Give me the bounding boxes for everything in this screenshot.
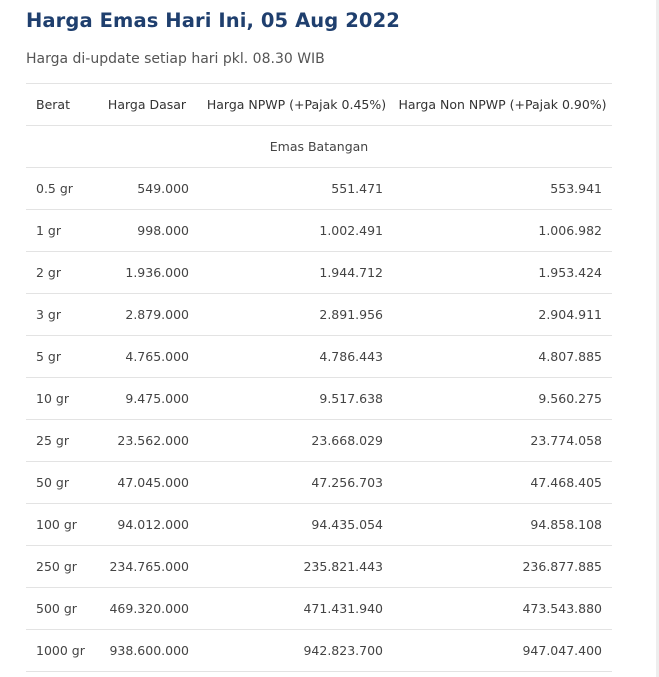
- cell-base-price: 4.765.000: [94, 336, 200, 378]
- cell-npwp-price: 1.002.491: [200, 210, 393, 252]
- cell-npwp-price: 942.823.700: [200, 630, 393, 672]
- cell-base-price: 234.765.000: [94, 546, 200, 588]
- cell-npwp-price: 471.431.940: [200, 588, 393, 630]
- cell-weight: 50 gr: [26, 462, 94, 504]
- cell-npwp-price: 2.891.956: [200, 294, 393, 336]
- cell-weight: 25 gr: [26, 420, 94, 462]
- table-header-row: [26, 84, 612, 126]
- cell-weight: 100 gr: [26, 504, 94, 546]
- cell-non-npwp-price: 9.560.275: [393, 378, 612, 420]
- page-title: Harga Emas Hari Ini, 05 Aug 2022: [26, 9, 400, 32]
- cell-weight: 3 gr: [26, 294, 94, 336]
- cell-non-npwp-price: 2.904.911: [393, 294, 612, 336]
- cell-npwp-price: 1.944.712: [200, 252, 393, 294]
- table-row: [26, 420, 612, 462]
- cell-weight: 10 gr: [26, 378, 94, 420]
- table-row: [26, 588, 612, 630]
- header-base-price: Harga Dasar: [94, 84, 200, 126]
- header-weight: Berat: [26, 84, 94, 126]
- cell-non-npwp-price: 473.543.880: [393, 588, 612, 630]
- cell-weight: 250 gr: [26, 546, 94, 588]
- cell-base-price: 469.320.000: [94, 588, 200, 630]
- cell-base-price: 23.562.000: [94, 420, 200, 462]
- cell-weight: 500 gr: [26, 588, 94, 630]
- table-row: [26, 462, 612, 504]
- cell-base-price: 9.475.000: [94, 378, 200, 420]
- cell-non-npwp-price: 1.953.424: [393, 252, 612, 294]
- cell-weight: 5 gr: [26, 336, 94, 378]
- cell-non-npwp-price: 47.468.405: [393, 462, 612, 504]
- header-npwp-price: Harga NPWP (+Pajak 0.45%): [200, 84, 393, 126]
- cell-non-npwp-price: 94.858.108: [393, 504, 612, 546]
- cell-npwp-price: 94.435.054: [200, 504, 393, 546]
- cell-non-npwp-price: 1.006.982: [393, 210, 612, 252]
- cell-weight: 0.5 gr: [26, 168, 94, 210]
- table-row: [26, 378, 612, 420]
- cell-base-price: 938.600.000: [94, 630, 200, 672]
- table-row: [26, 210, 612, 252]
- gold-price-table: [26, 83, 612, 672]
- header-non-npwp-price: Harga Non NPWP (+Pajak 0.90%): [393, 84, 612, 126]
- cell-weight: 2 gr: [26, 252, 94, 294]
- cell-weight: 1 gr: [26, 210, 94, 252]
- cell-npwp-price: 23.668.029: [200, 420, 393, 462]
- cell-non-npwp-price: 23.774.058: [393, 420, 612, 462]
- cell-npwp-price: 47.256.703: [200, 462, 393, 504]
- update-note: Harga di-update setiap hari pkl. 08.30 WIB: [26, 51, 325, 67]
- section-row: [26, 126, 612, 168]
- cell-base-price: 998.000: [94, 210, 200, 252]
- cell-base-price: 1.936.000: [94, 252, 200, 294]
- table-row: [26, 336, 612, 378]
- cell-npwp-price: 551.471: [200, 168, 393, 210]
- table-row: [26, 252, 612, 294]
- section-label: Emas Batangan: [26, 126, 612, 168]
- cell-base-price: 2.879.000: [94, 294, 200, 336]
- table-row: [26, 546, 612, 588]
- table-row: [26, 294, 612, 336]
- cell-non-npwp-price: 4.807.885: [393, 336, 612, 378]
- table-row: [26, 504, 612, 546]
- table-row: [26, 630, 612, 672]
- cell-npwp-price: 235.821.443: [200, 546, 393, 588]
- cell-non-npwp-price: 553.941: [393, 168, 612, 210]
- cell-npwp-price: 4.786.443: [200, 336, 393, 378]
- cell-base-price: 94.012.000: [94, 504, 200, 546]
- cell-weight: 1000 gr: [26, 630, 94, 672]
- cell-npwp-price: 9.517.638: [200, 378, 393, 420]
- cell-base-price: 549.000: [94, 168, 200, 210]
- cell-base-price: 47.045.000: [94, 462, 200, 504]
- cell-non-npwp-price: 947.047.400: [393, 630, 612, 672]
- cell-non-npwp-price: 236.877.885: [393, 546, 612, 588]
- table-row: [26, 168, 612, 210]
